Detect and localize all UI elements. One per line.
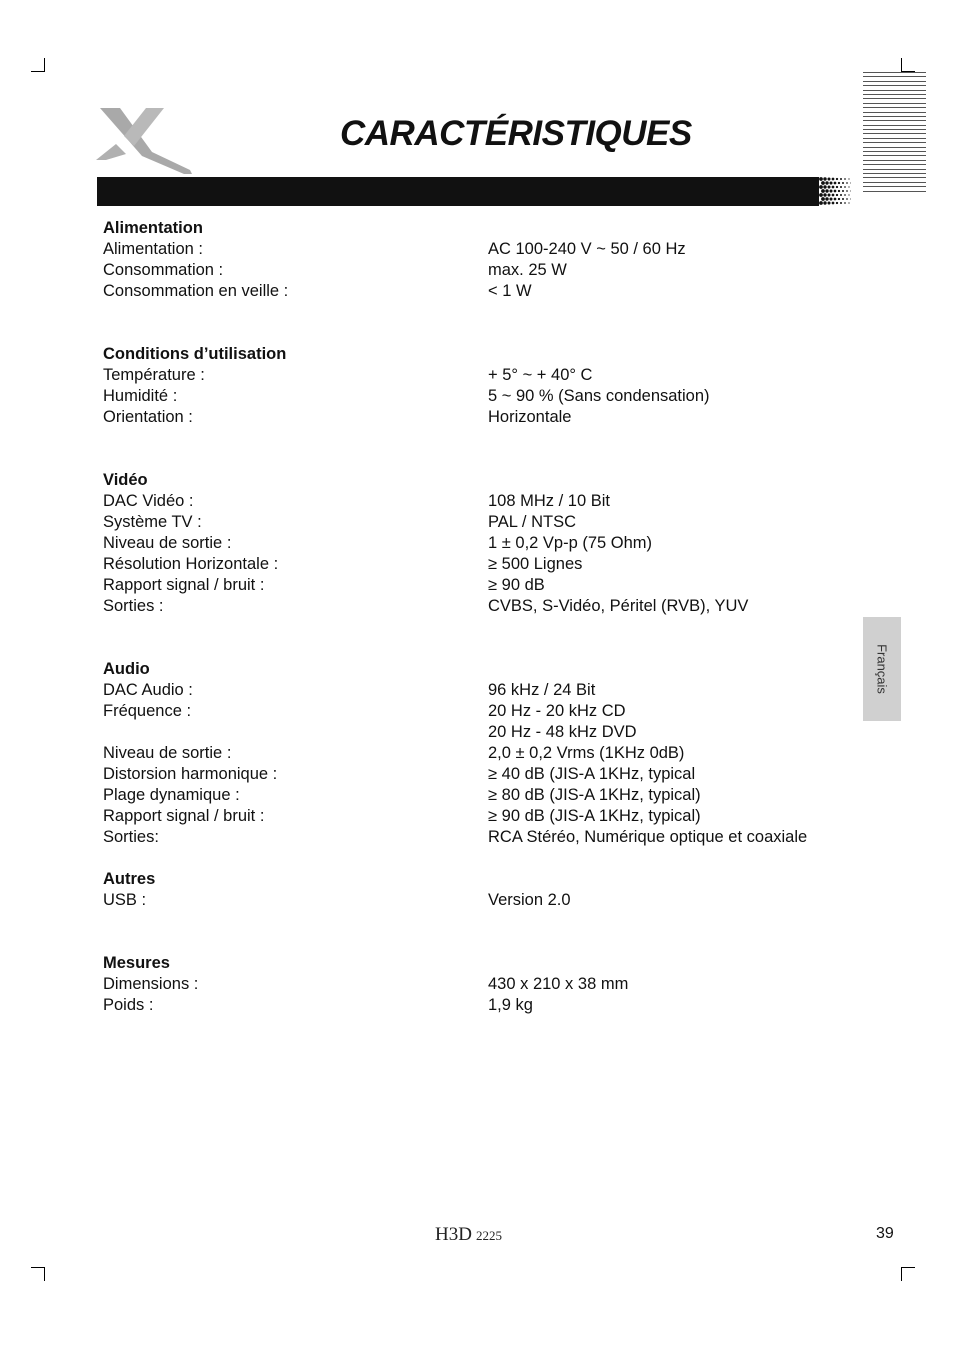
- side-line: [863, 169, 926, 170]
- spec-label: DAC Audio :: [103, 681, 193, 699]
- spec-value: + 5° ~ + 40° C: [488, 366, 593, 384]
- section-title: Mesures: [103, 954, 170, 972]
- spec-row: [103, 743, 863, 764]
- bar-dot: [848, 186, 849, 187]
- spec-value: 430 x 210 x 38 mm: [488, 975, 629, 993]
- spec-row: [103, 533, 863, 554]
- side-line: [863, 129, 926, 130]
- spec-row: [103, 764, 863, 785]
- bar-dot: [829, 189, 832, 192]
- side-line: [863, 116, 926, 117]
- spec-label: Consommation en veille :: [103, 282, 289, 300]
- bar-dot: [842, 198, 844, 200]
- bar-dot: [821, 189, 825, 193]
- side-line: [863, 138, 926, 139]
- spec-label: USB :: [103, 891, 147, 909]
- bar-dot: [823, 193, 826, 196]
- side-line: [863, 191, 926, 192]
- spec-row: [103, 260, 863, 281]
- page-number: 39: [876, 1225, 894, 1242]
- spec-row: [103, 281, 863, 302]
- spec-value: 108 MHz / 10 Bit: [488, 492, 610, 510]
- bar-dot: [825, 189, 828, 192]
- spec-value: 1,9 kg: [488, 996, 533, 1014]
- spec-row: [103, 806, 863, 827]
- bar-dot: [829, 197, 832, 200]
- bar-dot: [842, 182, 844, 184]
- spec-value: max. 25 W: [488, 261, 567, 279]
- bar-dot: [829, 181, 832, 184]
- spec-label: Niveau de sortie :: [103, 534, 232, 552]
- spec-value: Version 2.0: [488, 891, 571, 909]
- spec-value: AC 100-240 V ~ 50 / 60 Hz: [488, 240, 686, 258]
- side-line: [863, 160, 926, 161]
- side-line: [863, 151, 926, 152]
- bar-dot: [821, 197, 825, 201]
- model-name-text: H3D: [435, 1224, 472, 1245]
- spec-label: Poids :: [103, 996, 154, 1014]
- spec-label: Orientation :: [103, 408, 193, 426]
- spec-value: RCA Stéréo, Numérique optique et coaxiale: [488, 828, 808, 846]
- side-line: [863, 133, 926, 134]
- spec-label: Plage dynamique :: [103, 786, 240, 804]
- spec-section: [103, 470, 863, 617]
- spec-row: [103, 827, 863, 848]
- section-title: Alimentation: [103, 219, 203, 237]
- side-line: [863, 90, 926, 91]
- spec-label: DAC Vidéo :: [103, 492, 194, 510]
- spec-row: [103, 890, 863, 911]
- header-bar: [97, 177, 851, 206]
- spec-label: Rapport signal / bruit :: [103, 576, 265, 594]
- bar-dot: [844, 202, 846, 204]
- bar-dot: [840, 186, 842, 188]
- bar-dot: [819, 177, 823, 181]
- spec-list: [103, 218, 863, 1037]
- bar-dot: [832, 194, 835, 197]
- spec-row: [103, 701, 863, 743]
- spec-value: 1 ± 0,2 Vp-p (75 Ohm): [488, 534, 653, 552]
- spec-value: 2,0 ± 0,2 Vrms (1KHz 0dB): [488, 744, 685, 762]
- spec-row: [103, 680, 863, 701]
- bar-dot: [840, 202, 842, 204]
- side-line: [863, 76, 926, 77]
- crop-mark-top-left: [31, 58, 45, 72]
- spec-row: [103, 785, 863, 806]
- spec-row: [103, 554, 863, 575]
- spec-row: [103, 386, 863, 407]
- spec-row: [103, 365, 863, 386]
- model-name: [435, 1224, 502, 1246]
- bar-dot: [848, 202, 849, 203]
- spec-label: Sorties :: [103, 597, 164, 615]
- spec-value: 96 kHz / 24 Bit: [488, 681, 596, 699]
- side-line: [863, 164, 926, 165]
- bar-dot: [838, 198, 840, 200]
- spec-row: [103, 596, 863, 617]
- bar-dot: [836, 178, 838, 180]
- side-line: [863, 72, 926, 73]
- bar-dot: [844, 186, 846, 188]
- bar-dot: [840, 194, 842, 196]
- spec-value: ≥ 80 dB (JIS-A 1KHz, typical): [488, 786, 701, 804]
- bar-dot: [827, 185, 830, 188]
- model-number: 2225: [475, 1228, 502, 1243]
- spec-value: ≥ 90 dB (JIS-A 1KHz, typical): [488, 807, 701, 825]
- side-line: [863, 112, 926, 113]
- side-line: [863, 103, 926, 104]
- spec-row: [103, 239, 863, 260]
- spec-label: Système TV :: [103, 513, 202, 531]
- spec-row: [103, 974, 863, 995]
- side-line: [863, 125, 926, 126]
- bar-dot: [832, 186, 835, 189]
- bar-dot: [838, 190, 840, 192]
- spec-row: [103, 491, 863, 512]
- bar-dot: [840, 178, 842, 180]
- spec-label: Température :: [103, 366, 205, 384]
- spec-section: [103, 344, 863, 428]
- bar-dot: [850, 198, 851, 199]
- side-line: [863, 147, 926, 148]
- crop-mark-bottom-left: [31, 1267, 45, 1281]
- spec-value: 20 Hz - 20 kHz CD 20 Hz - 48 kHz DVD: [488, 702, 637, 741]
- spec-label: Humidité :: [103, 387, 178, 405]
- bar-dot: [846, 182, 848, 184]
- spec-section: [103, 218, 863, 302]
- bar-dot: [836, 194, 838, 196]
- spec-section: [103, 659, 863, 848]
- bar-dot: [827, 201, 830, 204]
- spec-value: ≥ 500 Lignes: [488, 555, 583, 573]
- spec-label: Alimentation :: [103, 240, 203, 258]
- bar-dot: [846, 190, 848, 192]
- bar-dot: [821, 181, 825, 185]
- bar-dot: [834, 198, 837, 201]
- bar-dot: [819, 185, 823, 189]
- spec-label: Fréquence :: [103, 702, 192, 720]
- side-line: [863, 81, 926, 82]
- spec-row: [103, 575, 863, 596]
- side-line: [863, 98, 926, 99]
- crop-mark-bottom-right: [901, 1267, 915, 1281]
- spec-value: ≥ 90 dB: [488, 576, 545, 594]
- bar-dot: [834, 182, 837, 185]
- side-line: [863, 177, 926, 178]
- crop-mark-top-right: [901, 58, 915, 72]
- bar-dot: [832, 202, 835, 205]
- side-decoration-lines: [863, 72, 926, 195]
- spec-label: Consommation :: [103, 261, 224, 279]
- bar-dot: [836, 202, 838, 204]
- spec-label: Rapport signal / bruit :: [103, 807, 265, 825]
- bar-dot: [836, 186, 838, 188]
- spec-row: [103, 512, 863, 533]
- bar-dot: [823, 201, 826, 204]
- side-line: [863, 182, 926, 183]
- brand-logo-icon: [94, 108, 192, 181]
- bar-dot: [850, 190, 851, 191]
- side-line: [863, 142, 926, 143]
- bar-dot: [825, 197, 828, 200]
- spec-row: [103, 407, 863, 428]
- section-title: Audio: [103, 660, 150, 678]
- spec-value: CVBS, S-Vidéo, Péritel (RVB), YUV: [488, 597, 749, 615]
- spec-value: < 1 W: [488, 282, 532, 300]
- spec-row: [103, 995, 863, 1016]
- bar-dot: [834, 190, 837, 193]
- bar-dot: [842, 190, 844, 192]
- bar-dot: [848, 194, 849, 195]
- spec-value: Horizontale: [488, 408, 572, 426]
- spec-section: [103, 953, 863, 1016]
- bar-dot: [846, 198, 848, 200]
- page-title: CARACTÉRISTIQUES: [340, 114, 692, 153]
- bar-dot: [825, 181, 828, 184]
- bar-dot: [823, 185, 826, 188]
- spec-value: PAL / NTSC: [488, 513, 577, 531]
- bar-dot: [827, 177, 830, 180]
- side-line: [863, 107, 926, 108]
- side-line: [863, 186, 926, 187]
- language-tab-label: Français: [874, 644, 890, 694]
- spec-value: 5 ~ 90 % (Sans condensation): [488, 387, 710, 405]
- side-line: [863, 173, 926, 174]
- spec-value: ≥ 40 dB (JIS-A 1KHz, typical: [488, 765, 696, 783]
- side-line: [863, 120, 926, 121]
- section-title: Vidéo: [103, 471, 148, 489]
- bar-dot: [850, 182, 851, 183]
- section-title: Autres: [103, 870, 156, 888]
- bar-dot: [819, 201, 823, 205]
- spec-label: Sorties:: [103, 828, 159, 846]
- side-line: [863, 85, 926, 86]
- language-tab: [863, 617, 901, 721]
- bar-dot: [838, 182, 840, 184]
- bar-dot: [823, 177, 826, 180]
- section-title: Conditions d’utilisation: [103, 345, 287, 363]
- bar-dot: [827, 193, 830, 196]
- spec-section: [103, 869, 863, 911]
- bar-dot: [819, 193, 823, 197]
- bar-dot: [848, 178, 849, 179]
- side-line: [863, 94, 926, 95]
- side-line: [863, 155, 926, 156]
- spec-label: Niveau de sortie :: [103, 744, 232, 762]
- spec-label: Distorsion harmonique :: [103, 765, 278, 783]
- spec-label: Dimensions :: [103, 975, 199, 993]
- bar-dot: [844, 178, 846, 180]
- spec-label: Résolution Horizontale :: [103, 555, 279, 573]
- bar-dot: [844, 194, 846, 196]
- bar-dot: [832, 178, 835, 181]
